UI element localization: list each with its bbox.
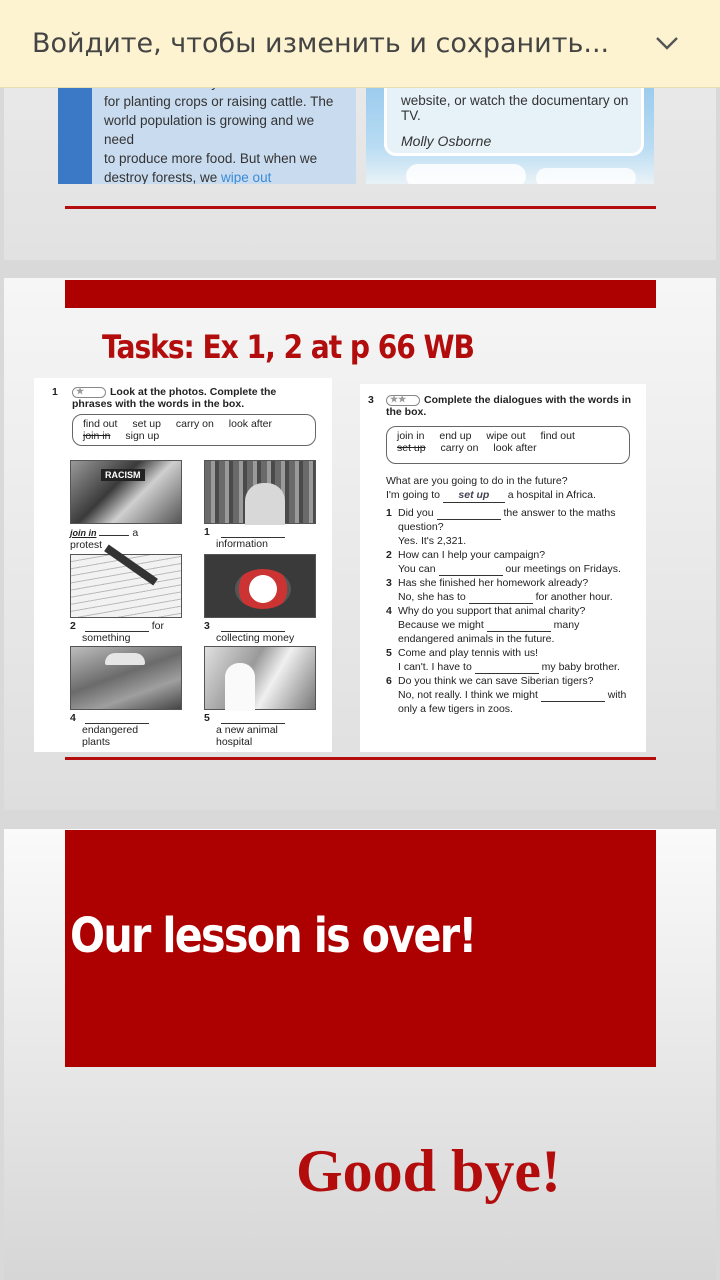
dialogue-number: 1 [386,507,392,519]
answer-blank [221,528,285,538]
slide1-bubble-author: Molly Osborne [401,133,492,149]
word-item: end up [439,430,472,442]
person-shape [225,663,255,711]
word-item: wipe out [486,430,526,442]
slide1-bubble-text: website, or watch the documentary on TV. [401,93,629,123]
answer-blank-line [99,526,129,536]
answer-blank [469,594,533,604]
item-number: 3 [204,620,210,632]
answer-blank [437,510,501,520]
gardener-photo [70,646,182,710]
star-rating-icon: ★★ [386,395,420,406]
item-text: collecting money [216,632,295,644]
word-item: carry on [440,442,479,454]
word-item: set up [397,442,426,454]
slide1-text-line [104,168,346,184]
dialogue-question-pre: Why do you support that animal charity? [398,605,586,617]
answer-blank [475,664,539,674]
exercise1-worksheet [34,378,332,752]
slide-3[interactable] [4,829,716,1280]
library-photo [204,460,316,524]
word-item: join in [397,430,425,442]
item-answer: join in [70,528,97,538]
slide3-farewell: Good bye! [296,1138,562,1204]
sign-in-banner[interactable] [0,0,720,88]
dialogue-question-pre: Come and play tennis with us! [398,647,539,659]
exercise1-instruction-text: Look at the photos. Complete the phrases with the words in the box. [72,386,277,410]
exercise1-item [70,526,190,551]
dialogue-answer-pre: I can't. I have to [398,661,472,673]
slide2-title: Tasks: Ex 1, 2 at p 66 WB [102,328,474,366]
dialogue-question-pre: Do you think we can save Siberian tigers? [398,675,594,687]
example-fill [443,488,505,503]
slide2-divider [65,757,656,760]
answer-blank [541,692,605,702]
example-answer-fill: set up [458,489,490,501]
slide1-link-text: wipe out [221,170,272,184]
slide3-red-panel [65,830,656,1067]
item-text: endangered plants [82,724,139,748]
dialogue-answer-post: many endangered animals in the future. [398,619,580,645]
person-shape [245,483,285,525]
exercise3-word-box [386,426,630,464]
exercise1-item [204,620,330,644]
dialogue-answer-post: my baby brother. [541,661,620,673]
slide3-heading: Our lesson is over! [70,908,476,964]
dialogue-question-pre: Has she finished her homework already? [398,577,589,589]
item-number: 2 [70,620,76,632]
exercise3-dialogues [386,474,636,716]
dialogue-item [386,506,636,548]
dialogue-answer-pre: Because we might [398,619,484,631]
dialogue-question-pre: Did you [398,507,434,519]
dialogue-item [386,646,636,674]
answer-blank [487,622,551,632]
sign-in-banner-text[interactable]: Войдите, чтобы изменить и сохранить... [32,28,610,59]
dialogue-answer-pre: No, she has to [398,591,466,603]
item-text: a new animal hospital [216,724,278,748]
exercise3-worksheet [360,384,646,752]
cloud-shape [406,164,526,184]
slide-2[interactable] [4,278,716,810]
dialogue-item [386,674,636,716]
chevron-down-icon[interactable] [654,30,680,56]
dialogue-answer-pre: No, not really. I think we might [398,689,538,701]
answer-blank [221,622,285,632]
word-item: join in [83,430,111,442]
star-rating-icon: ★ [72,387,106,398]
dialogue-answer-pre: Yes. It's 2,321. [398,535,467,547]
dialogue-number: 5 [386,647,392,659]
answer-blank [85,622,149,632]
exercise3-instruction [386,394,636,418]
answer-blank [85,714,149,724]
exercise3-instruction-text: Complete the dialogues with the words in the box. [386,394,632,418]
item-number: 5 [204,712,210,724]
item-text: protest [70,539,103,551]
slide1-divider [65,206,656,209]
item-number: 1 [204,526,210,538]
slide1-last-line: destroy forests, we [104,170,222,184]
collection-box-photo [204,554,316,618]
word-item: find out [83,418,118,430]
tin-shape [235,569,291,609]
slide2-header-bar [65,280,656,308]
protest-photo [70,460,182,524]
example-question: What are you going to do in the future? [386,475,568,487]
dialogue-number: 3 [386,577,392,589]
exercise1-number: 1 [52,386,58,398]
dialogue-answer-post: for another hour. [535,591,613,603]
example-answer [386,488,636,503]
item-text: something [82,632,131,644]
slide1-text-line: world population is growing and we need [104,113,315,147]
slide1-text-line: for planting crops or raising cattle. The [104,94,334,109]
exercise1-item [70,712,194,748]
dialogue-number: 2 [386,549,392,561]
dialogue-item [386,548,636,576]
vet-photo [204,646,316,710]
exercise1-item [204,526,324,550]
exercise1-instruction [72,386,312,410]
item-after-text: a [132,527,139,539]
dialogue-number: 4 [386,605,392,617]
item-after-text: for [151,620,164,632]
example-answer-pre: I'm going to [386,489,440,501]
hat-shape [105,653,145,665]
word-item: find out [540,430,575,442]
answer-blank [221,714,285,724]
answer-blank [439,566,503,576]
word-item: look after [228,418,272,430]
exercise3-number: 3 [368,394,374,406]
item-number: 4 [70,712,76,724]
item-text: information [216,538,268,550]
dialogue-item [386,604,636,646]
dialogue-answer-post: our meetings on Fridays. [505,563,621,575]
signing-form-photo [70,554,182,618]
word-item: set up [132,418,161,430]
dialogue-question-post: the answer to the maths question? [398,507,616,533]
dialogue-question-pre: How can I help your campaign? [398,549,546,561]
exercise1-word-box [72,414,316,446]
word-item: look after [493,442,537,454]
cloud-shape [536,168,636,184]
exercise1-item [70,620,194,644]
dialogue-item [386,576,636,604]
example-answer-post: a hospital in Africa. [507,489,596,501]
word-item: sign up [125,430,160,442]
dialogue-answer-pre: You can [398,563,436,575]
exercise1-item [204,712,330,748]
dialogue-number: 6 [386,675,392,687]
slide1-text-line: to produce more food. But when we [104,151,318,166]
word-item: carry on [175,418,214,430]
dialogue-answer-post: with only a few tigers in zoos. [398,689,627,715]
photo-sign-text: RACISM [101,469,145,481]
